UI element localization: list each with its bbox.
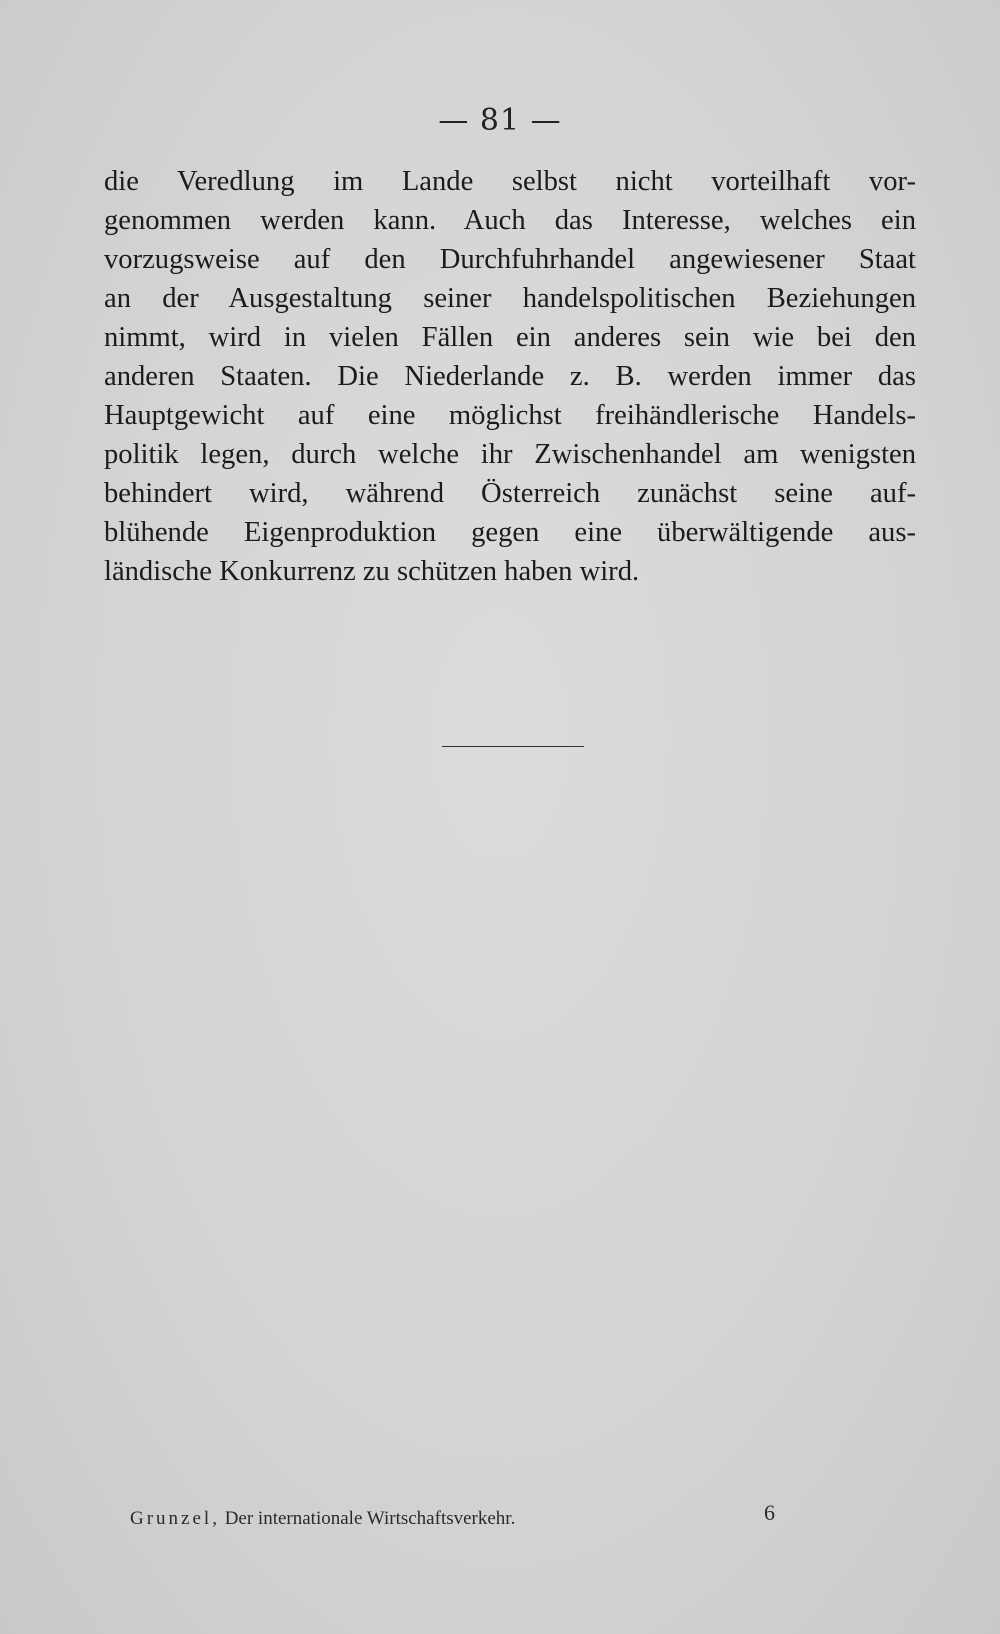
page-footer xyxy=(130,1508,780,1530)
section-divider xyxy=(442,746,584,747)
text-line-11: ländische Konkurrenz zu schützen haben wird. xyxy=(104,556,640,587)
page-number: — 81 — xyxy=(438,103,562,138)
text-line-10: blühende Eigenproduktion gegen eine überwältigende aus- xyxy=(104,517,916,548)
text-line-6: anderen Staaten. Die Niederlande z. B. werden immer das xyxy=(104,361,916,392)
text-line-5: nimmt, wird in vielen Fällen ein anderes sein wie bei den xyxy=(104,322,916,353)
text-line-1: die Veredlung im Lande selbst nicht vorteilhaft vor- xyxy=(104,166,916,197)
body-paragraph xyxy=(104,162,916,591)
text-line-8: politik legen, durch welche ihr Zwischenhandel am wenigsten xyxy=(104,439,916,470)
text-line-9: behindert wird, während Österreich zunächst seine auf- xyxy=(104,478,916,509)
text-line-7: Hauptgewicht auf eine möglichst freihändlerische Handels- xyxy=(104,400,916,431)
signature-mark: 6 xyxy=(764,1500,775,1525)
footer-title: Der internationale Wirtschaftsverkehr. xyxy=(224,1508,516,1529)
text-line-2: genommen werden kann. Auch das Interesse, welches ein xyxy=(104,205,916,236)
text-line-4: an der Ausgestaltung seiner handelspolitischen Beziehungen xyxy=(104,283,916,314)
text-line-3: vorzugsweise auf den Durchfuhrhandel angewiesener Staat xyxy=(104,244,916,275)
footer-author: Grunzel, xyxy=(130,1508,220,1529)
